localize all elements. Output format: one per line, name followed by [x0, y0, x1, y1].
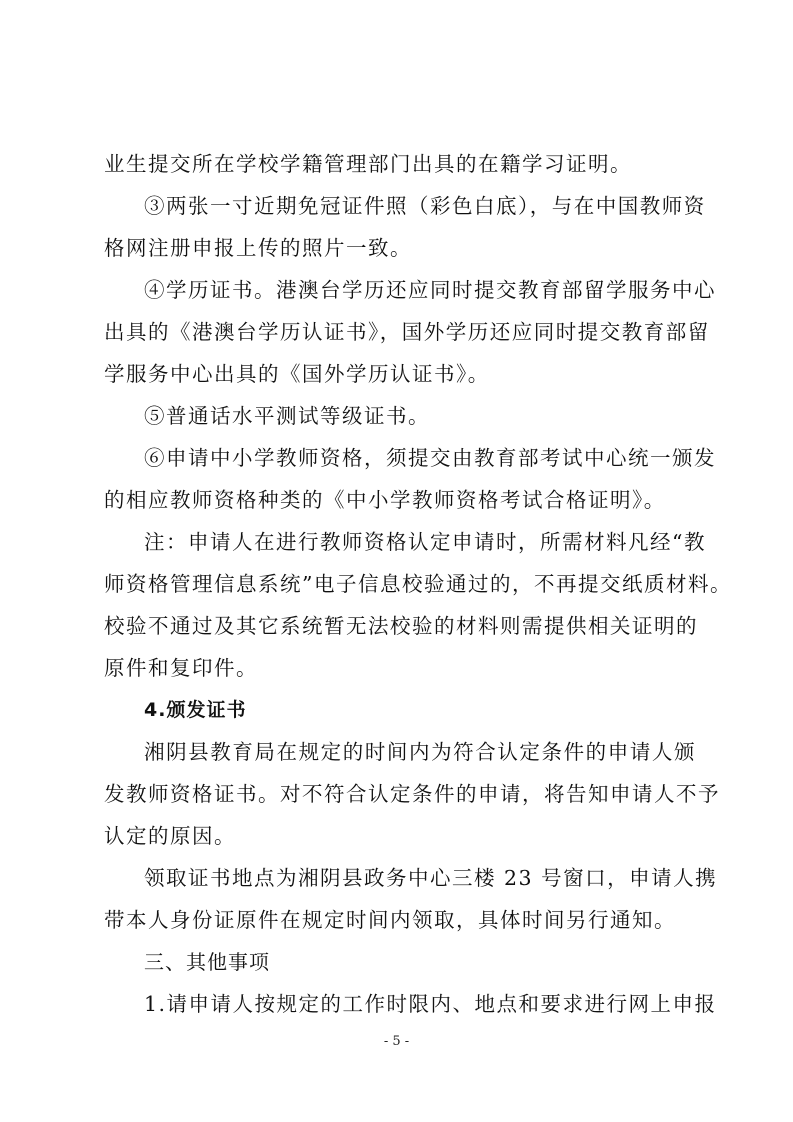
- paragraph-line-diploma: ④学历证书。港澳台学历还应同时提交教育部留学服务中心: [144, 278, 716, 302]
- section-heading-issue-certificate: 4.颁发证书: [144, 699, 247, 721]
- paragraph-line-continuation: 业生提交所在学校学籍管理部门出具的在籍学习证明。: [104, 152, 632, 176]
- paragraph-line: 的相应教师资格种类的《中小学教师资格考试合格证明》。: [104, 488, 666, 512]
- paragraph-line-photo-requirement: ③两张一寸近期免冠证件照（彩色白底），与在中国教师资: [144, 194, 706, 218]
- paragraph-line-online-application: 1.请申请人按规定的工作时限内、地点和要求进行网上申报: [144, 992, 717, 1016]
- paragraph-line: 发教师资格证书。对不符合认定条件的申请，将告知申请人不予: [104, 782, 720, 806]
- paragraph-line: 原件和复印件。: [104, 656, 258, 680]
- paragraph-line: 带本人身份证原件在规定时间内领取，具体时间另行通知。: [104, 908, 676, 932]
- paragraph-line: 学服务中心出具的《国外学历认证书》。: [104, 362, 490, 386]
- page-number: - 5 -: [383, 1034, 410, 1049]
- paragraph-line-note: 注：申请人在进行教师资格认定申请时，所需材料凡经“教: [144, 530, 706, 554]
- paragraph-line-exam-certificate: ⑥申请中小学教师资格，须提交由教育部考试中心统一颁发: [144, 446, 716, 470]
- paragraph-line: 出具的《港澳台学历认证书》，国外学历还应同时提交教育部留: [104, 320, 710, 344]
- paragraph-line: 师资格管理信息系统”电子信息校验通过的，不再提交纸质材料。: [104, 572, 732, 596]
- paragraph-line: 认定的原因。: [104, 824, 236, 848]
- paragraph-line-mandarin-certificate: ⑤普通话水平测试等级证书。: [144, 404, 430, 428]
- paragraph-line: 校验不通过及其它系统暂无法校验的材料则需提供相关证明的: [104, 614, 698, 638]
- paragraph-line-pickup-location: 领取证书地点为湘阴县政务中心三楼 23 号窗口，申请人携: [144, 866, 718, 890]
- paragraph-line-issuing: 湘阴县教育局在规定的时间内为符合认定条件的申请人颁: [144, 740, 696, 764]
- section-heading-other-matters: 三、其他事项: [144, 950, 270, 974]
- paragraph-line: 格网注册申报上传的照片一致。: [104, 236, 412, 260]
